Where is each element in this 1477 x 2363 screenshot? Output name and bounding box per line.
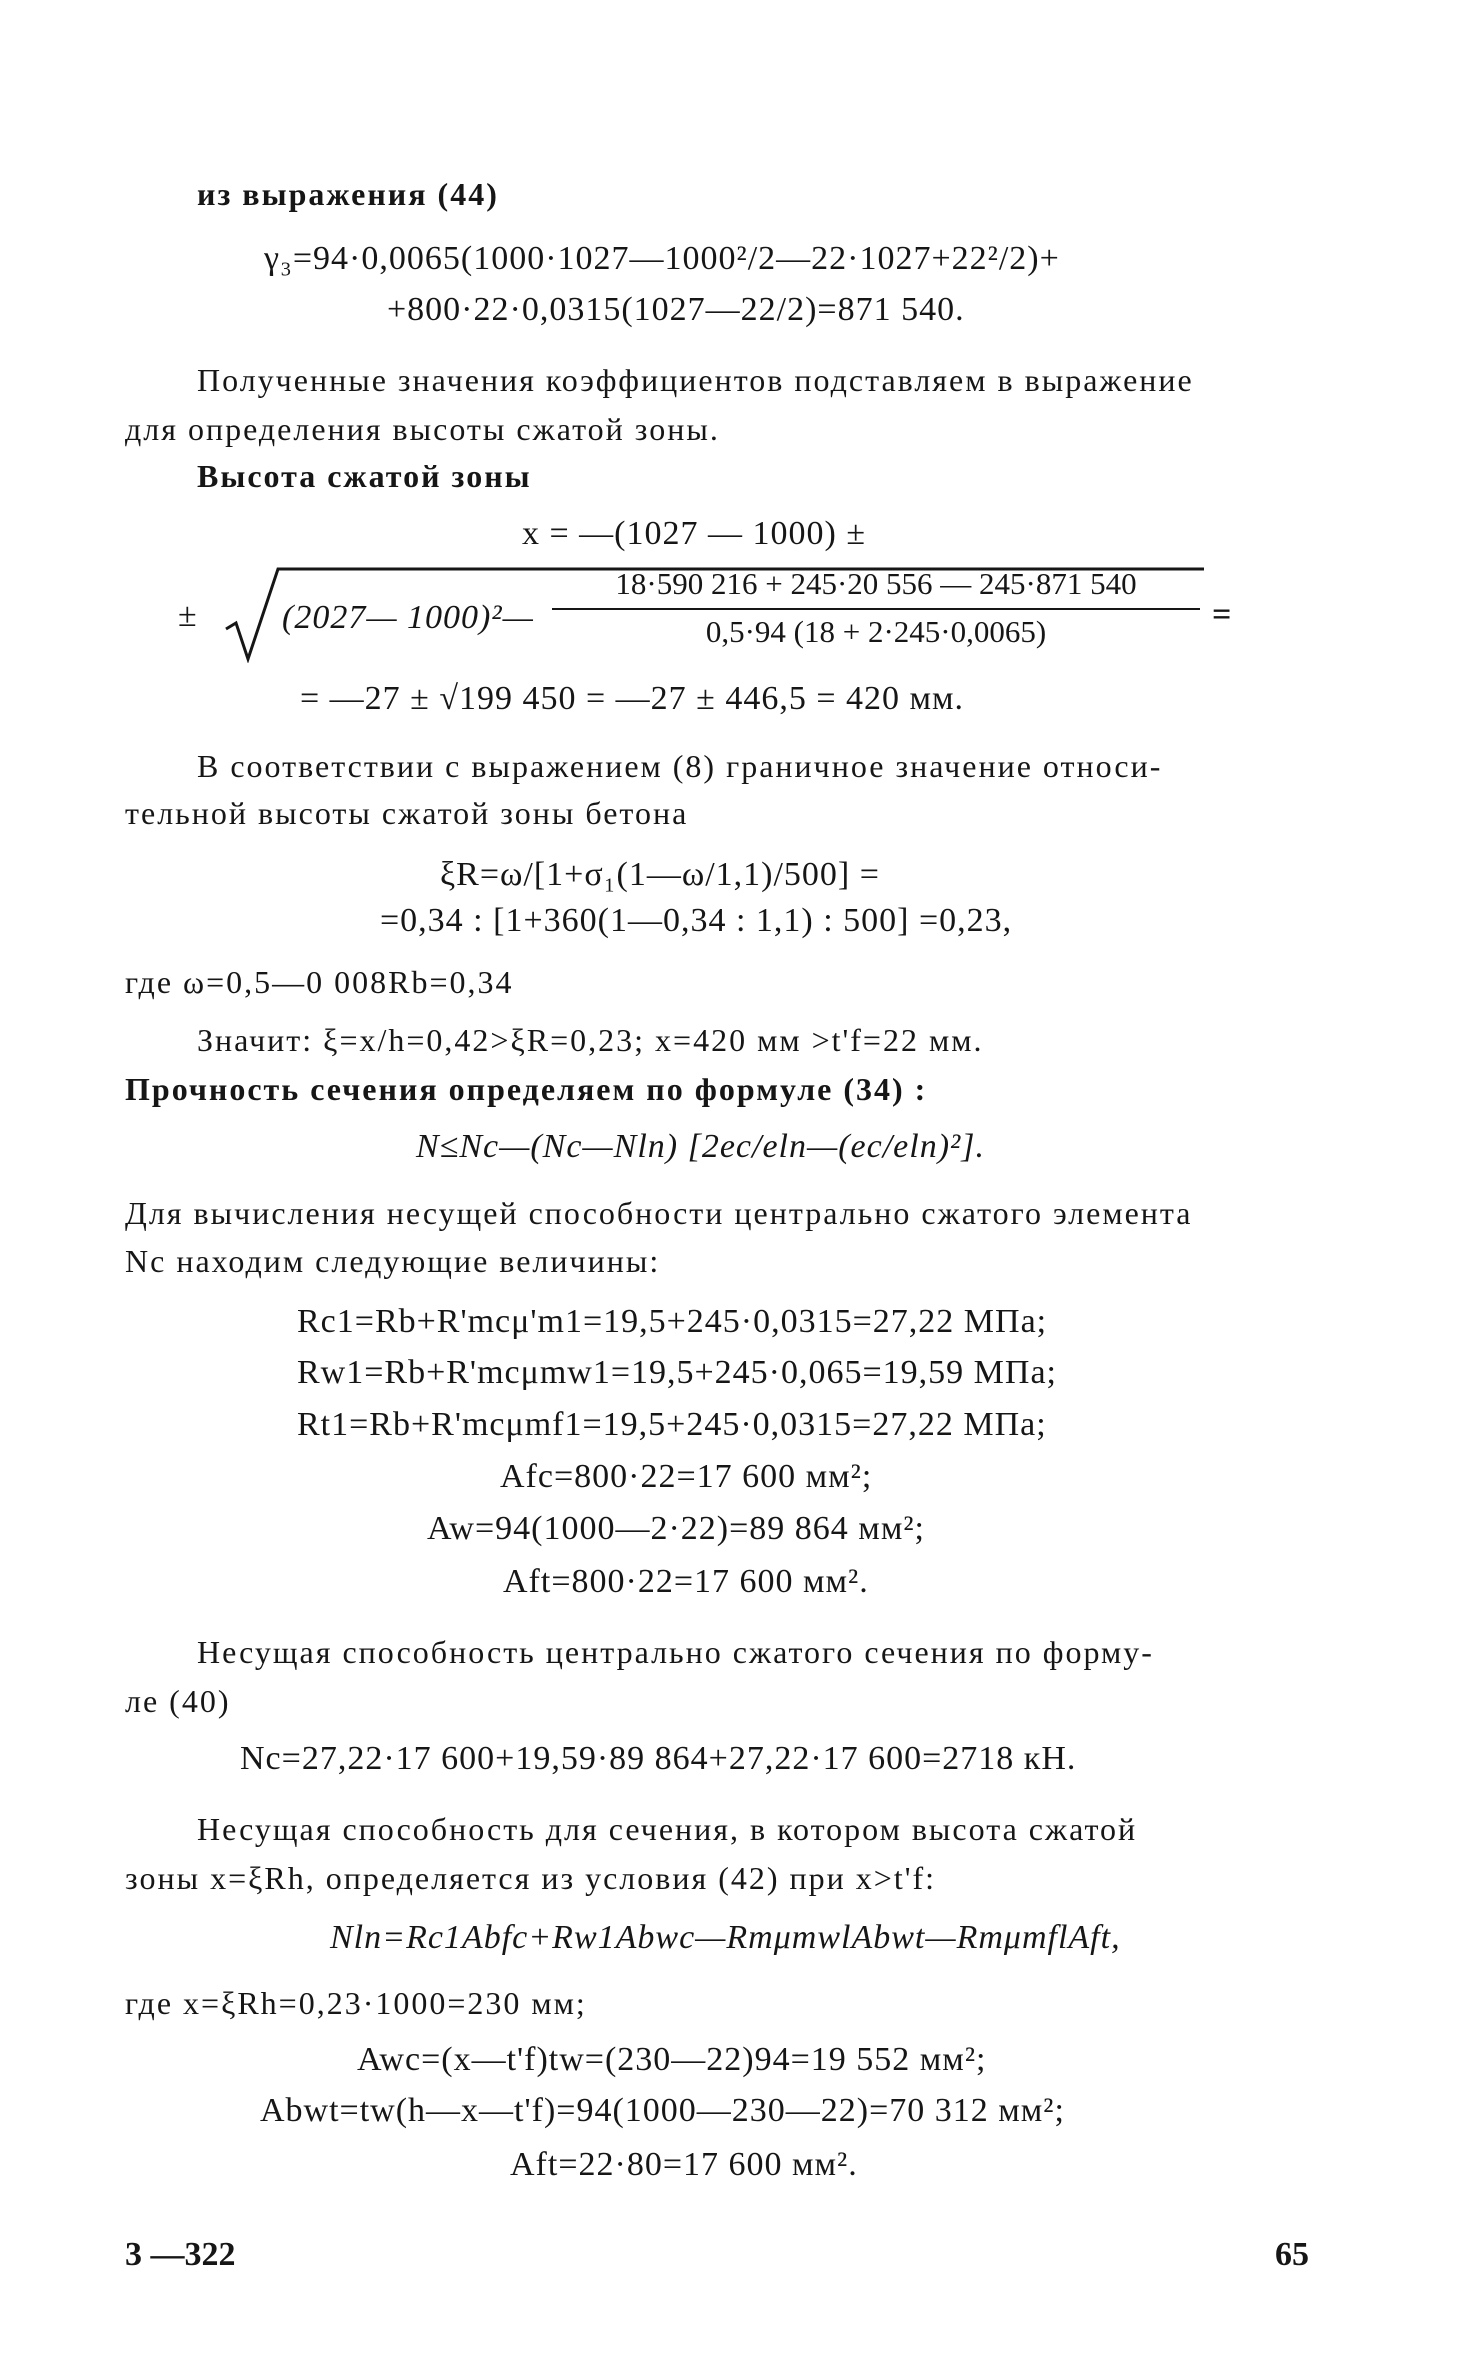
formula-line: N≤Nc—(Nc—Nln) [2ec/eln—(ec/eln)²]. bbox=[416, 1128, 985, 1165]
equals-sign: = bbox=[1212, 596, 1233, 633]
text-line: ле (40) bbox=[125, 1683, 231, 1719]
page-number: 65 bbox=[1275, 2236, 1309, 2273]
text-line: Несущая способность для сечения, в котором высота сжатой bbox=[197, 1811, 1138, 1847]
text-line: Nc находим следующие величины: bbox=[125, 1243, 661, 1279]
text-line: из выражения (44) bbox=[197, 176, 499, 212]
formula-line: x = —(1027 — 1000) ± bbox=[522, 515, 866, 552]
radical-left-term: (2027— 1000)²— bbox=[282, 599, 534, 636]
text-line: тельной высоты сжатой зоны бетона bbox=[125, 795, 689, 831]
formula-line: γ₃=94·0,0065(1000·1027—1000²/2—22·1027+22²/2)+ bbox=[264, 240, 1060, 277]
text-line: Значит: ξ=x/h=0,42>ξR=0,23; x=420 мм >t'f=22 мм. bbox=[197, 1022, 984, 1058]
formula-line: +800·22·0,0315(1027—22/2)=871 540. bbox=[387, 291, 965, 328]
text-line: где ω=0,5—0 008Rb=0,34 bbox=[125, 964, 514, 1000]
formula-line: Awc=(x—t'f)tw=(230—22)94=19 552 мм²; bbox=[357, 2041, 987, 2078]
formula-line: Aft=800·22=17 600 мм². bbox=[503, 1563, 869, 1600]
formula-line: Abwt=tw(h—x—t'f)=94(1000—230—22)=70 312 мм²; bbox=[260, 2092, 1065, 2129]
formula-line: ξR=ω/[1+σ₁(1—ω/1,1)/500] = bbox=[440, 856, 880, 893]
text-line: зоны x=ξRh, определяется из условия (42) при x>t'f: bbox=[125, 1860, 937, 1896]
text-line: Высота сжатой зоны bbox=[197, 458, 532, 494]
text-line: Прочность сечения определяем по формуле (34) : bbox=[125, 1071, 928, 1107]
text-line: Для вычисления несущей способности центрально сжатого элемента bbox=[125, 1195, 1193, 1231]
text-line: Полученные значения коэффициентов подставляем в выражение bbox=[197, 362, 1194, 398]
text-line: В соответствии с выражением (8) граничное значение относи- bbox=[197, 748, 1163, 784]
formula-line: Nln=Rc1Abfc+Rw1Abwc—RmμmwlAbwt—RmμmflAft, bbox=[330, 1919, 1121, 1956]
formula-line: Nc=27,22·17 600+19,59·89 864+27,22·17 600=2718 кН. bbox=[240, 1740, 1077, 1777]
formula-line: Rw1=Rb+R'mcμmw1=19,5+245·0,065=19,59 МПа; bbox=[297, 1354, 1057, 1391]
formula-line: Afc=800·22=17 600 мм²; bbox=[500, 1458, 873, 1495]
text-line: для определения высоты сжатой зоны. bbox=[125, 411, 720, 447]
signature-mark: 3 —322 bbox=[125, 2236, 236, 2273]
formula-line: Aft=22·80=17 600 мм². bbox=[510, 2146, 858, 2183]
fraction-numerator: 18·590 216 + 245·20 556 — 245·871 540 bbox=[615, 566, 1137, 601]
formula-line: Rt1=Rb+R'mcμmf1=19,5+245·0,0315=27,22 МПа; bbox=[297, 1406, 1047, 1443]
fraction-bar bbox=[552, 608, 1200, 610]
text-line: Несущая способность центрально сжатого сечения по форму- bbox=[197, 1634, 1154, 1670]
plus-minus-sign: ± bbox=[178, 597, 198, 634]
formula-line: Aw=94(1000—2·22)=89 864 мм²; bbox=[427, 1510, 925, 1547]
formula-line: =0,34 : [1+360(1—0,34 : 1,1) : 500] =0,23, bbox=[380, 902, 1013, 939]
formula-line: = —27 ± √199 450 = —27 ± 446,5 = 420 мм. bbox=[300, 680, 965, 717]
formula-line: Rc1=Rb+R'mcμ'm1=19,5+245·0,0315=27,22 МПа; bbox=[297, 1303, 1048, 1340]
fraction-denominator: 0,5·94 (18 + 2·245·0,0065) bbox=[705, 614, 1047, 649]
text-line: где x=ξRh=0,23·1000=230 мм; bbox=[125, 1985, 587, 2021]
